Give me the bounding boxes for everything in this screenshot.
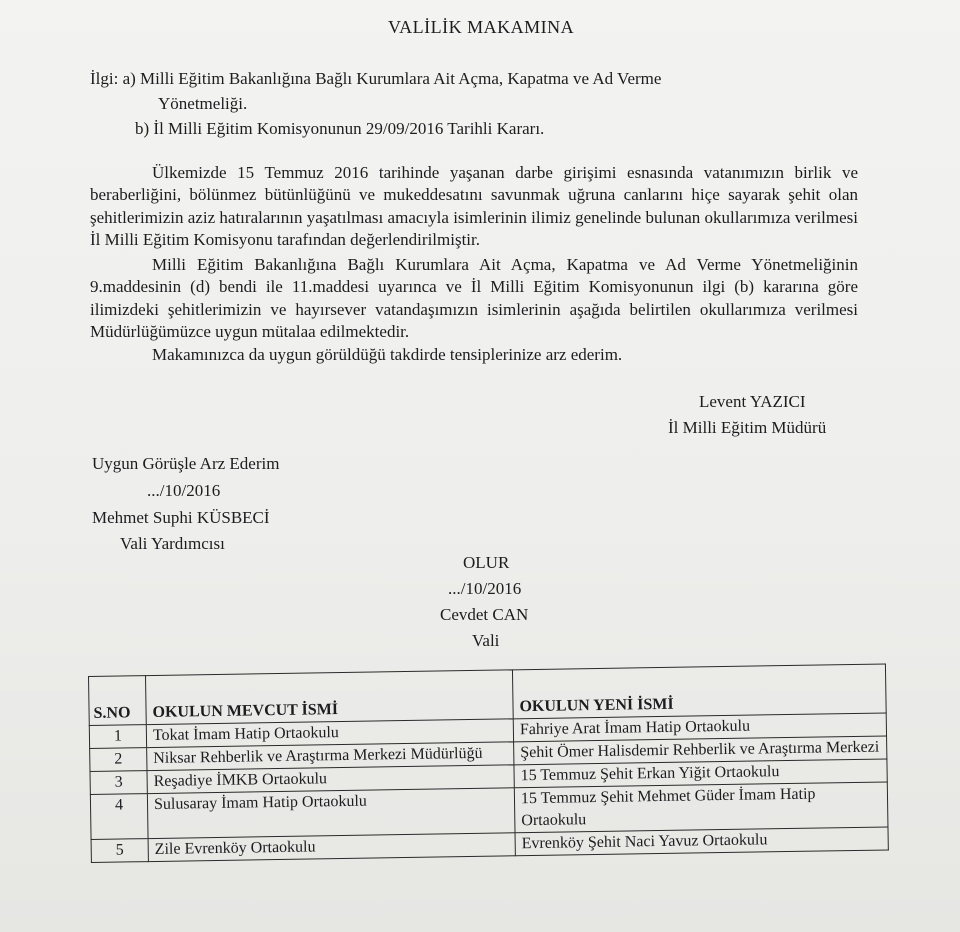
- reference-b: b) İl Milli Eğitim Komisyonunun 29/09/2016 Tarihli Kararı.: [135, 119, 545, 138]
- deputy-title: Vali Yardımcısı: [120, 534, 225, 553]
- header-sno: S.NO: [89, 676, 147, 726]
- deputy-note: Uygun Görüşle Arz Ederim: [92, 454, 280, 473]
- row-current-name: Sulusaray İmam Hatip Ortaokulu: [147, 788, 515, 839]
- approval-olur: OLUR: [463, 553, 510, 572]
- deputy-date: .../10/2016: [147, 481, 221, 500]
- school-rename-table: [88, 663, 889, 863]
- row-new-name: Fahriye Arat İmam Hatip Ortaokulu: [513, 713, 886, 742]
- header-new-name: OKULUN YENİ İSMİ: [512, 664, 886, 719]
- approval-title: Vali: [472, 631, 500, 650]
- row-number: 1: [89, 725, 146, 749]
- header-current-name: OKULUN MEVCUT İSMİ: [146, 670, 514, 725]
- reference-a-line2: Yönetmeliği.: [158, 94, 248, 113]
- body-paragraph-2: Milli Eğitim Bakanlığına Bağlı Kurumlara Ait Açma, Kapatma ve Ad Verme Yönetmeliğinin 9.maddesinin (d) bendi ile 11.maddesi uyarınca ve İl Milli Eğitim Komisyonunun ilgi (b) kararına göre ilimizdeki şehitlerimizin ve hayırsever vatandaşımızın isimlerinin aşağıda belirtilen okullarımıza verilmesi Müdürlüğümüzce uygun mütalaa edilmektedir.: [90, 255, 858, 342]
- body-paragraph-1: Ülkemizde 15 Temmuz 2016 tarihinde yaşanan darbe girişimi esnasında vatanımızın birlik ve beraberliğini, bölünmez bütünlüğünü ve mukeddesatını savunmak uğruna canlarını hiçe sayarak şehit olan şehitlerimizin aziz hatıralarının yaşatılması amacıyla isimlerinin ilimiz genelinde bulunan okullarımıza verilmesi İl Milli Eğitim Komisyonu tarafından değerlendirilmiştir.: [90, 163, 858, 250]
- document-title: VALİLİK MAKAMINA: [388, 17, 575, 37]
- approval-date: .../10/2016: [448, 579, 522, 598]
- row-new-name: 15 Temmuz Şehit Erkan Yiğit Ortaokulu: [514, 759, 887, 788]
- reference-a-line1: İlgi: a) Milli Eğitim Bakanlığına Bağlı Kurumlara Ait Açma, Kapatma ve Ad Verme: [90, 69, 662, 88]
- signatory-name: Levent YAZICI: [699, 392, 806, 411]
- row-number: 3: [90, 771, 147, 795]
- row-new-name: 15 Temmuz Şehit Mehmet Güder İmam Hatip Ortaokulu: [514, 782, 888, 833]
- signatory-title: İl Milli Eğitim Müdürü: [668, 418, 827, 437]
- row-current-name: Zile Evrenköy Ortaokulu: [148, 833, 515, 862]
- row-current-name: Tokat İmam Hatip Ortaokulu: [146, 719, 513, 748]
- row-number: 2: [90, 748, 147, 772]
- row-number: 5: [91, 839, 148, 863]
- row-number: 4: [90, 794, 148, 840]
- row-new-name: Evrenköy Şehit Naci Yavuz Ortaokulu: [515, 827, 888, 856]
- row-current-name: Niksar Rehberlik ve Araştırma Merkezi Müdürlüğü: [147, 742, 514, 771]
- approval-name: Cevdet CAN: [440, 605, 529, 624]
- row-new-name: Şehit Ömer Halisdemir Rehberlik ve Araştırma Merkezi: [514, 736, 887, 765]
- deputy-name: Mehmet Suphi KÜSBECİ: [92, 508, 270, 527]
- row-current-name: Reşadiye İMKB Ortaokulu: [147, 765, 514, 794]
- body-paragraph-3: Makamınızca da uygun görüldüğü takdirde tensiplerinize arz ederim.: [152, 345, 623, 364]
